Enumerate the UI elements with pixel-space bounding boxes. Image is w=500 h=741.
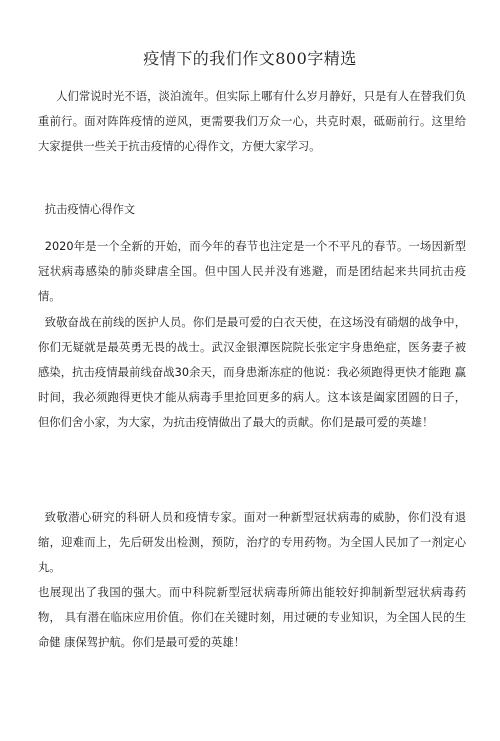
document-title: 疫情下的我们作文800字精选 <box>143 49 357 68</box>
paragraph-2020: 2020年是一个全新的开始，而今年的春节也注定是一个不平凡的春节。一场因新型 冠状病毒感染的肺炎肆虐全国。但中国人民并没有逃避，而是团结起来共同抗击疫情。 <box>38 240 466 303</box>
paragraph-intro: 人们常说时光不语，淡泊流年。但实际上哪有什么岁月静好，只是有人在替我们负 重前行。面对阵阵疫情的逆风，更需要我们万众一心，共克时艰，砥砺前行。这里给 大家提供一些关于抗击疫情的心得作文，方便大家学习。 <box>38 90 466 153</box>
paragraph-medical-staff: 致敬奋战在前线的医护人员。你们是最可爱的白衣天使，在这场没有硝烟的战争中， 你们无疑就是最英勇无畏的战士。武汉金银潭医院院长张定宇身患绝症，医务妻子被 感染，抗击疫情最前线奋战30余天，而身患渐冻症的他说：我必须跑得更快才能跑 赢时间，我必须跑得更快才能从病毒手里抢回更多的病人。这本该是阖家团圆的日子，但你们舍小家，为大家，为抗击疫情做出了最大的贡献。你们是最可爱的英雄！ <box>38 316 466 429</box>
section-heading: 抗击疫情心得作文 <box>44 203 136 216</box>
paragraph-strength: 也展现出了我国的强大。而中科院新型冠状病毒所筛出能较好抑制新型冠状病毒药物， 具有潜在临床应用价值。你们在关键时刻，用过硬的专业知识，为全国人民的生命健 康保驾护航。你们是最可爱的英雄！ <box>38 586 466 649</box>
paragraph-researchers: 致敬潜心研究的科研人员和疫情专家。面对一种新型冠状病毒的威胁，你们没有退缩，迎难而上，先后研发出检测，预防，治疗的专用药物。为全国人民加了一剂定心丸。 <box>38 511 466 574</box>
